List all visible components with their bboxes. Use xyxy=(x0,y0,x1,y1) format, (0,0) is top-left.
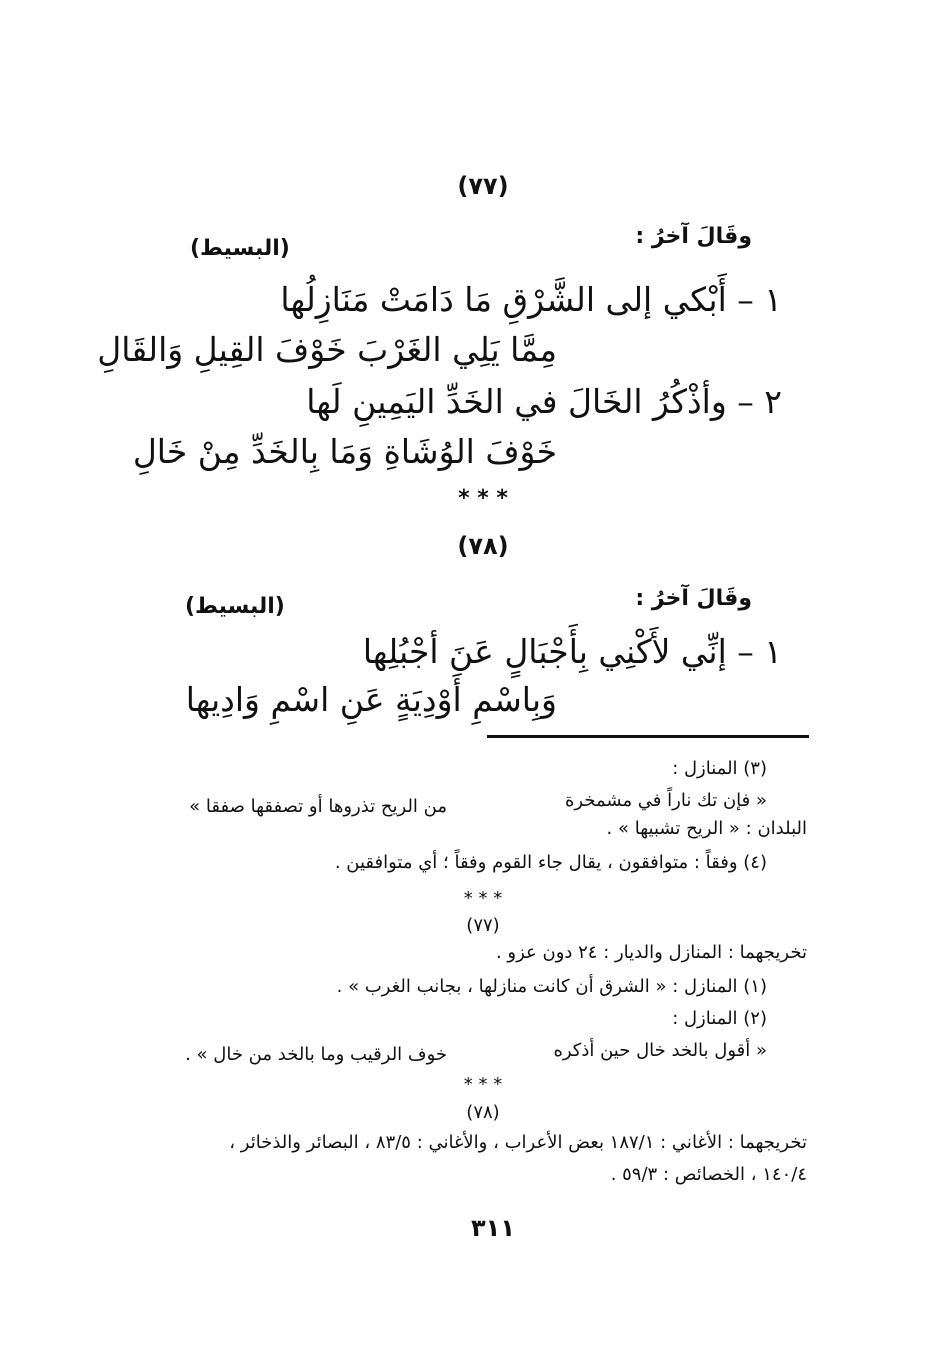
footnote-77-1: (١) المنازل : « الشرق أن كانت منازلها ، بجانب الغرب » . xyxy=(336,976,767,997)
footnote-rule xyxy=(487,735,809,738)
poem-line-77-1: ١ – أَبْكي إلى الشَّرْقِ مَا دَامَتْ مَنَازِلُها xyxy=(280,280,782,319)
page-number: ٣١١ xyxy=(471,1214,515,1242)
poem-intro-77: وقَالَ آخرُ : xyxy=(635,224,752,249)
separator-stars: * * * xyxy=(458,486,508,511)
footnote-separator-1: * * * xyxy=(463,888,503,909)
footnote-4: (٤) وفقاً : متوافقون ، يقال جاء القوم وفقاً ؛ أي متوافقين . xyxy=(334,852,767,873)
poem-line-77-2: مِمَّا يَلِي الغَرْبَ خَوْفَ القِيلِ وَالقَالِ xyxy=(97,330,557,369)
footnote-77-verse-left: خوف الرقيب وما بالخد من خال » . xyxy=(185,1044,447,1065)
footnote-heading-78: (٧٨) xyxy=(466,1102,500,1123)
poem-meter-78: (البسيط) xyxy=(185,594,285,619)
footnote-77-takhrij: تخريجهما : المنازل والديار : ٢٤ دون عزو . xyxy=(495,942,807,963)
poem-line-77-4: خَوْفَ الوُشَاةِ وَمَا بِالخَدِّ مِنْ خَالِ xyxy=(132,432,557,471)
footnote-3-verse-right: « فإن تك ناراً في مشمخرة xyxy=(565,790,767,811)
footnote-78-takhrij-a: تخريجهما : الأغاني : ١٨٧/١ بعض الأعراب ، والأغاني : ٨٣/٥ ، البصائر والذخائر ، xyxy=(229,1132,807,1153)
footnote-heading-77: (٧٧) xyxy=(466,915,500,936)
footnote-separator-2: * * * xyxy=(463,1074,503,1095)
footnote-78-takhrij-b: ١٤٠/٤ ، الخصائص : ٥٩/٣ . xyxy=(610,1164,807,1185)
footnote-77-verse-right: « أقول بالخد خال حين أذكره xyxy=(553,1040,767,1061)
footnote-3-verse-left: من الريح تذروها أو تصفقها صفقا » xyxy=(189,796,447,817)
poem-intro-78: وقَالَ آخرُ : xyxy=(635,586,752,611)
poem-number-78: (٧٨) xyxy=(457,532,509,560)
footnote-3-source: البلدان : « الريح تشبيها » . xyxy=(606,818,807,839)
poem-number-77: (٧٧) xyxy=(457,172,509,200)
poem-meter-77: (البسيط) xyxy=(190,236,290,261)
poem-line-77-3: ٢ – وأذْكُرُ الخَالَ في الخَدِّ اليَمِينِ لَها xyxy=(306,382,782,421)
poem-line-78-1: ١ – إنِّي لأَكْنِي بِأَجْبَالٍ عَنَ أجْبُلِها xyxy=(362,632,782,671)
footnote-77-2: (٢) المنازل : xyxy=(672,1008,767,1029)
footnote-3: (٣) المنازل : xyxy=(672,758,767,779)
poem-line-78-2: وَبِاسْمِ أَوْدِيَةٍ عَنِ اسْمِ وَادِيها xyxy=(185,680,557,719)
